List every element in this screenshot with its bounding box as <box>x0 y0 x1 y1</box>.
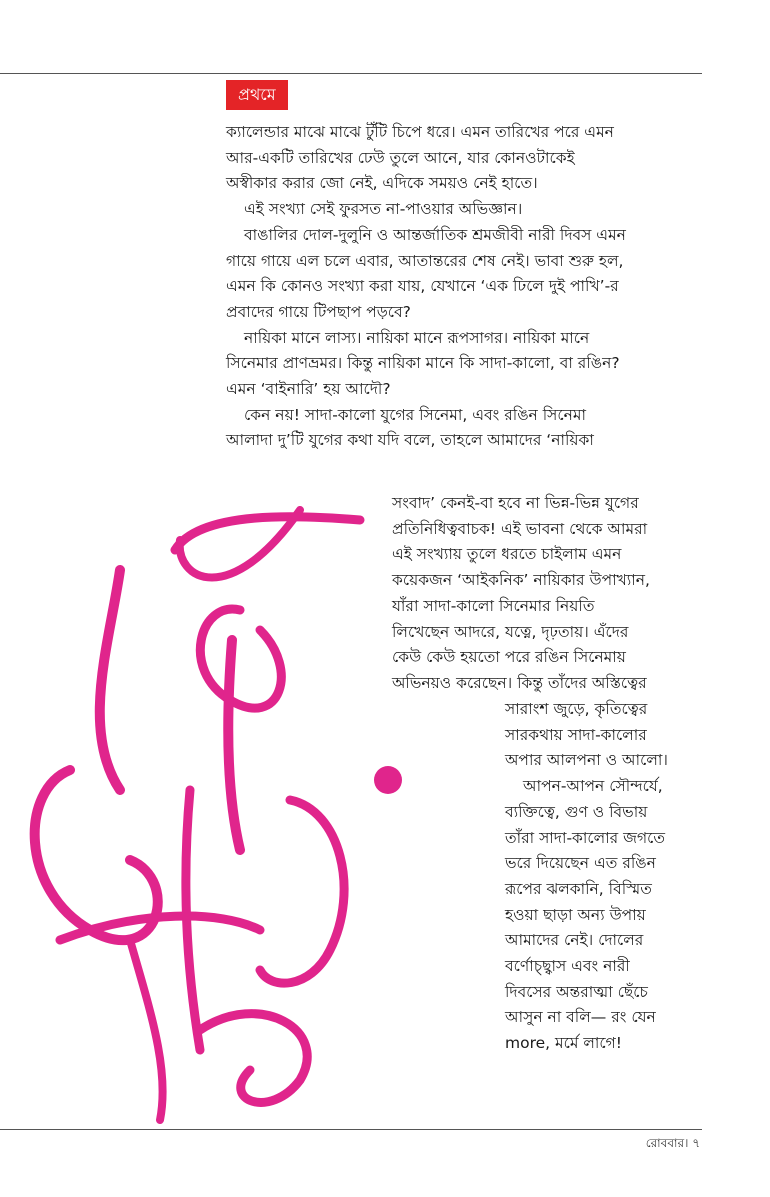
text-line: আসুন না বলি— রং যেন <box>505 1008 656 1027</box>
text-line: এমন ‘বাইনারি’ হয় আদৌ? <box>226 380 391 399</box>
text-line: আপন-আপন সৌন্দর্যে, <box>523 777 663 796</box>
text-line: ভরে দিয়েছেন এত রঙিন <box>505 854 656 873</box>
text-line: যাঁরা সাদা-কালো সিনেমার নিয়তি <box>392 596 595 615</box>
bottom-rule <box>0 1129 702 1130</box>
text-line: আর-একটি তারিখের ঢেউ তুলে আনে, যার কোনওটাকেই <box>226 148 575 167</box>
text-line: আলাদা দু’টি যুগের কথা যদি বলে, তাহলে আমাদের ‘নায়িকা <box>226 431 594 450</box>
text-line: গায়ে গায়ে এল চলে এবার, আতান্তরের শেষ নেই। ভাবা শুরু হল, <box>226 251 624 270</box>
text-line: নায়িকা মানে লাস্য। নায়িকা মানে রূপসাগর। নায়িকা মানে <box>244 328 590 347</box>
text-line: কেউ কেউ হয়তো পরে রঙিন সিনেমায় <box>392 648 626 667</box>
text-line: তাঁরা সাদা-কালোর জগতে <box>505 828 665 847</box>
page-folio: রোববার। ৭ <box>645 1136 700 1150</box>
text-line: লিখেছেন আদরে, যত্নে, দৃঢ়তায়। এঁদের <box>392 622 629 641</box>
text-line: সারকথায় সাদা-কালোর <box>505 725 647 744</box>
text-line: এই সংখ্যায় তুলে ধরতে চাইলাম এমন <box>392 545 622 564</box>
text-line: হওয়া ছাড়া অন্য উপায় <box>505 905 646 924</box>
top-rule <box>0 73 702 74</box>
text-line: অভিনয়ও করেছেন। কিন্তু তাঁদের অস্তিত্বের <box>392 673 647 692</box>
text-line: সারাংশ জুড়ে, কৃতিত্বের <box>505 700 648 718</box>
text-line: কেন নয়! সাদা-কালো যুগের সিনেমা, এবং রঙিন সিনেমা <box>244 405 586 424</box>
text-line: সংবাদ’ কেনই-বা হবে না ভিন্ন-ভিন্ন যুগের <box>392 494 639 512</box>
text-line: এমন কি কোনও সংখ্যা করা যায়, যেখানে ‘এক ঢিলে দুই পাখি’-র <box>226 277 619 296</box>
text-line: দিবসের অন্তরাত্মা ছেঁচে <box>505 982 648 1001</box>
closing-paragraph <box>505 697 668 1057</box>
text-line: অপার আলপনা ও আলো। <box>505 751 668 770</box>
section-label: প্রথমে <box>226 80 288 110</box>
text-line: বর্ণোচ্ছ্বাস এবং নারী <box>505 957 630 976</box>
text-line: রূপের ঝলকানি, বিস্মিত <box>505 879 652 898</box>
text-line: প্রবাদের গায়ে টিপছাপ পড়বে? <box>226 302 411 321</box>
text-line: সিনেমার প্রাণভ্রমর। কিন্তু নায়িকা মানে কি সাদা-কালো, বা রঙিন? <box>226 354 620 373</box>
text-line: এই সংখ্যা সেই ফুরসত না-পাওয়ার অভিজ্ঞান। <box>244 200 523 219</box>
text-line: আমাদের নেই। দোলের <box>505 931 644 950</box>
text-line: অস্বীকার করার জো নেই, এদিকে সময়ও নেই হাতে। <box>226 174 538 193</box>
intro-paragraph <box>226 120 626 454</box>
text-line: more, মর্মে লাগে! <box>505 1034 623 1053</box>
text-line: ক্যালেন্ডার মাঝে মাঝে টুঁটি চিপে ধরে। এমন তারিখের পরে এমন <box>226 123 614 141</box>
text-line: ব্যক্তিত্বে, গুণ ও বিভায় <box>505 802 648 821</box>
text-line: বাঙালির দোল-দুলুনি ও আন্তর্জাতিক শ্রমজীবী নারী দিবস এমন <box>244 225 626 244</box>
text-line: প্রতিনিধিত্ববাচক! এই ভাবনা থেকে আমরা <box>392 519 648 538</box>
text-line: কয়েকজন ‘আইকনিক’ নায়িকার উপাখ্যান, <box>392 571 650 590</box>
calligraphy-artwork <box>0 470 500 1130</box>
